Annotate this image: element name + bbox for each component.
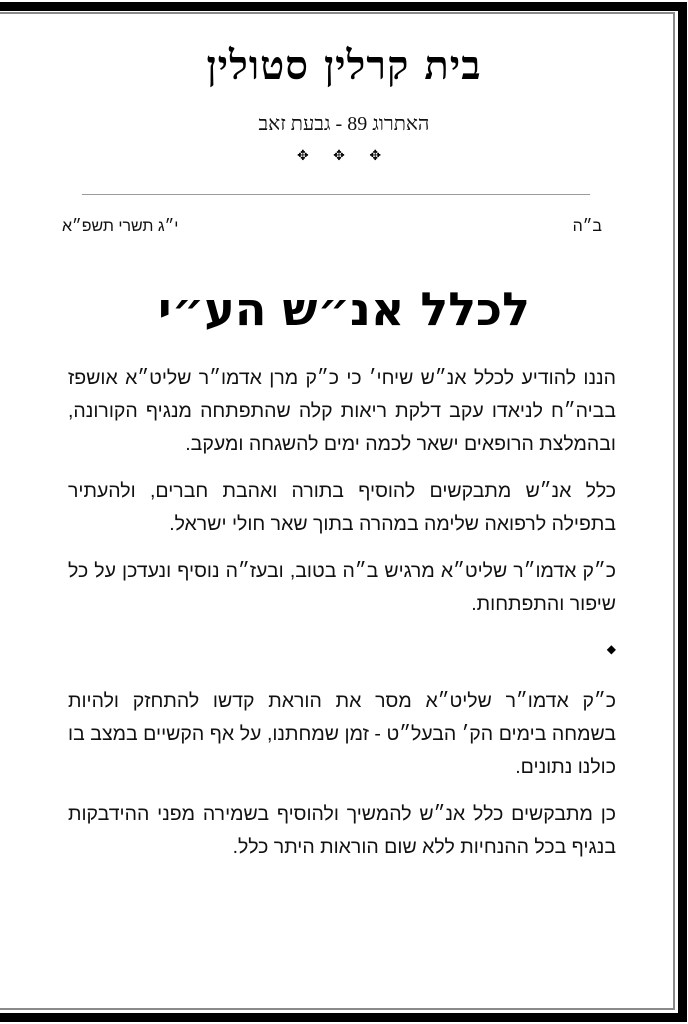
notice-headline: לכלל אנ״ש הע״י [158, 282, 530, 336]
organization-address: האתרוג 89 - גבעת זאב [258, 113, 430, 135]
paragraph-hospitalization: הננו להודיע לכלל אנ״ש שיחי׳ כי כ״ק מרן אדמו״ר שליט״א אושפז בביה״ח לניאדו עקב דלקת ריאות קלה שהתפתחה מנגיף הקורונה, ובהמלצת הרופאים ישאר לכמה ימים להשגחה ומעקב. [68, 367, 616, 455]
bh-mark: ב״ה [572, 218, 602, 235]
organization-name: בית קרלין סטולין [206, 42, 482, 89]
diamond-divider-icon: ◆ [606, 642, 616, 656]
paragraph-prayer-request: כלל אנ״ש מתבקשים להוסיף בתורה ואהבת חברים, ולהעתיר בתפילה לרפואה שלימה במהרה בתוך שאר חולי ישראל. [68, 480, 616, 535]
paragraph-safety-guidelines: כן מתבקשים כלל אנ״ש להמשיך ולהוסיף בשמירה מפני ההידבקות בנגיף בכל ההנחיות ללא שום הוראות היתר כלל. [68, 803, 616, 858]
header-separator [82, 194, 590, 195]
paragraph-rebbe-instruction: כ״ק אדמו״ר שליט״א מסר את הוראת קדשו להתחזק ולהיות בשמחה בימים הק׳ הבעל״ט - זמן שמחתנו, על אף הקשיים במצב בו כולנו נתונים. [68, 690, 616, 778]
ornament-icons: ✥ ✥ ✥ [296, 148, 392, 164]
notice-body [68, 362, 616, 878]
meta-row [62, 218, 602, 242]
hebrew-date: י״ג תשרי תשפ״א [62, 218, 179, 235]
paragraph-status-update: כ״ק אדמו״ר שליט״א מרגיש ב״ה בטוב, ובעז״ה נוסיף ונעדכן על כל שיפור והתפתחות. [68, 560, 616, 615]
